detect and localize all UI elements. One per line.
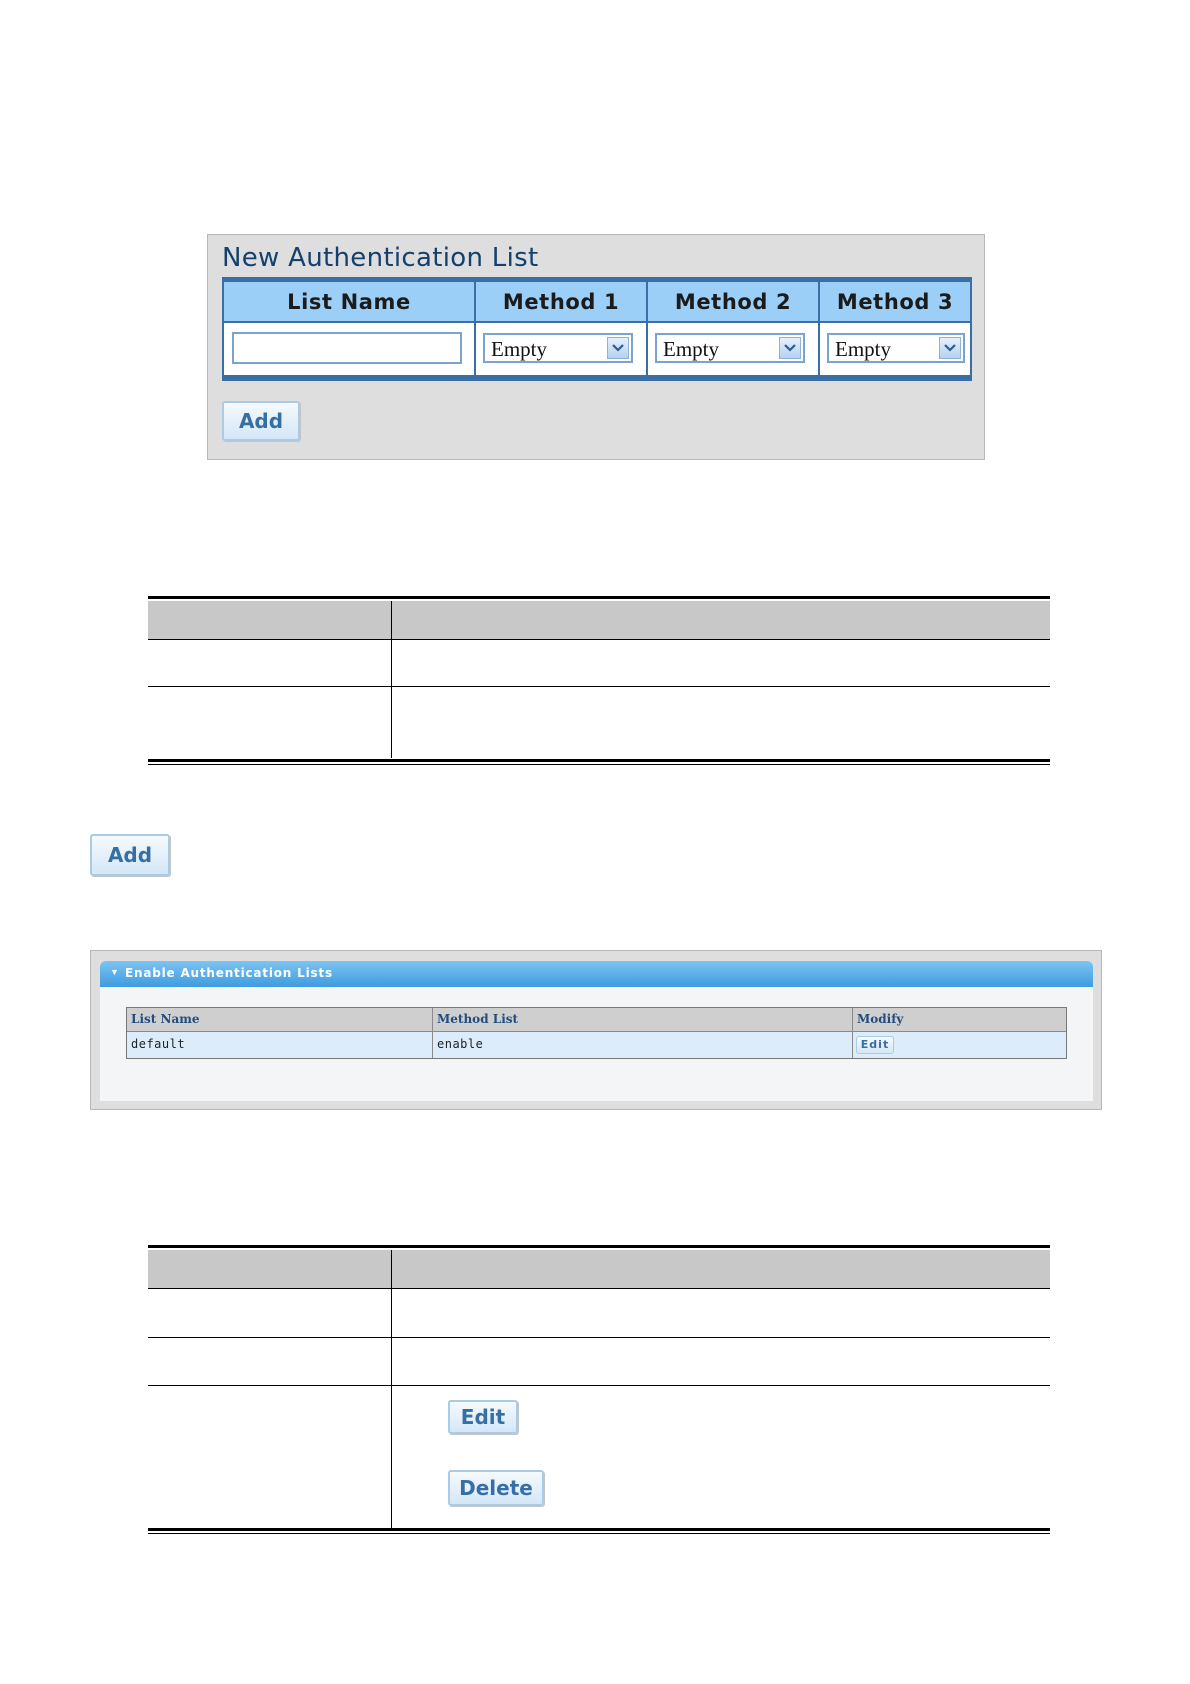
table-row-divider <box>148 686 1050 687</box>
panel-body <box>100 961 1093 1101</box>
description-table-1 <box>148 596 1050 766</box>
table-bottom-rule <box>148 1528 1050 1531</box>
column-header-method-3: Method 3 <box>820 282 972 323</box>
chevron-down-icon[interactable] <box>779 337 801 359</box>
table-header-rule <box>148 639 1050 640</box>
collapse-caret-icon[interactable]: ▼ <box>110 967 119 977</box>
method-1-selected-value: Empty <box>491 337 547 361</box>
table-column-divider <box>391 1250 392 1528</box>
column-header-method-list: Method List <box>433 1008 853 1032</box>
chevron-down-icon[interactable] <box>607 337 629 359</box>
method-2-cell <box>648 323 820 375</box>
delete-button-illustration[interactable]: Delete <box>448 1470 544 1506</box>
column-header-method-2: Method 2 <box>648 282 820 323</box>
method-3-cell <box>820 323 972 375</box>
add-button[interactable]: Add <box>222 401 300 441</box>
table-row-method-list: enable <box>433 1032 853 1058</box>
table-header-row <box>148 601 1050 639</box>
column-header-modify: Modify <box>853 1008 1066 1032</box>
panel-header[interactable] <box>100 961 1093 987</box>
table-bottom-rule-thin <box>148 764 1050 765</box>
method-1-select[interactable] <box>483 333 633 363</box>
enable-authentication-lists-table <box>126 1007 1067 1059</box>
method-1-cell <box>476 323 648 375</box>
column-header-list-name: List Name <box>127 1008 433 1032</box>
table-row-modify-cell <box>853 1032 1066 1058</box>
table-row-divider <box>148 1385 1050 1386</box>
method-2-select[interactable] <box>655 333 805 363</box>
description-table-2 <box>148 1245 1050 1535</box>
table-top-rule <box>148 1245 1050 1248</box>
table-bottom-rule-thin <box>148 1533 1050 1534</box>
new-authentication-list-table <box>222 277 972 381</box>
method-3-select[interactable] <box>827 333 965 363</box>
column-header-method-1: Method 1 <box>476 282 648 323</box>
list-name-cell <box>222 323 476 375</box>
table-row-divider <box>148 1337 1050 1338</box>
column-header-list-name: List Name <box>222 282 476 323</box>
list-name-input[interactable] <box>232 332 462 364</box>
edit-button-illustration[interactable]: Edit <box>448 1400 518 1434</box>
panel-title: New Authentication List <box>222 243 539 273</box>
edit-button[interactable]: Edit <box>856 1036 894 1054</box>
method-2-selected-value: Empty <box>663 337 719 361</box>
table-top-rule <box>148 596 1050 599</box>
table-row-list-name: default <box>127 1032 433 1058</box>
table-bottom-rule <box>148 759 1050 762</box>
method-3-selected-value: Empty <box>835 337 891 361</box>
panel-title: Enable Authentication Lists <box>125 966 333 980</box>
enable-authentication-lists-panel <box>90 950 1102 1110</box>
new-authentication-list-panel <box>207 234 985 460</box>
table-header-row <box>148 1250 1050 1288</box>
add-button-illustration[interactable]: Add <box>90 834 170 876</box>
chevron-down-icon[interactable] <box>939 337 961 359</box>
table-header-rule <box>148 1288 1050 1289</box>
table-column-divider <box>391 601 392 758</box>
